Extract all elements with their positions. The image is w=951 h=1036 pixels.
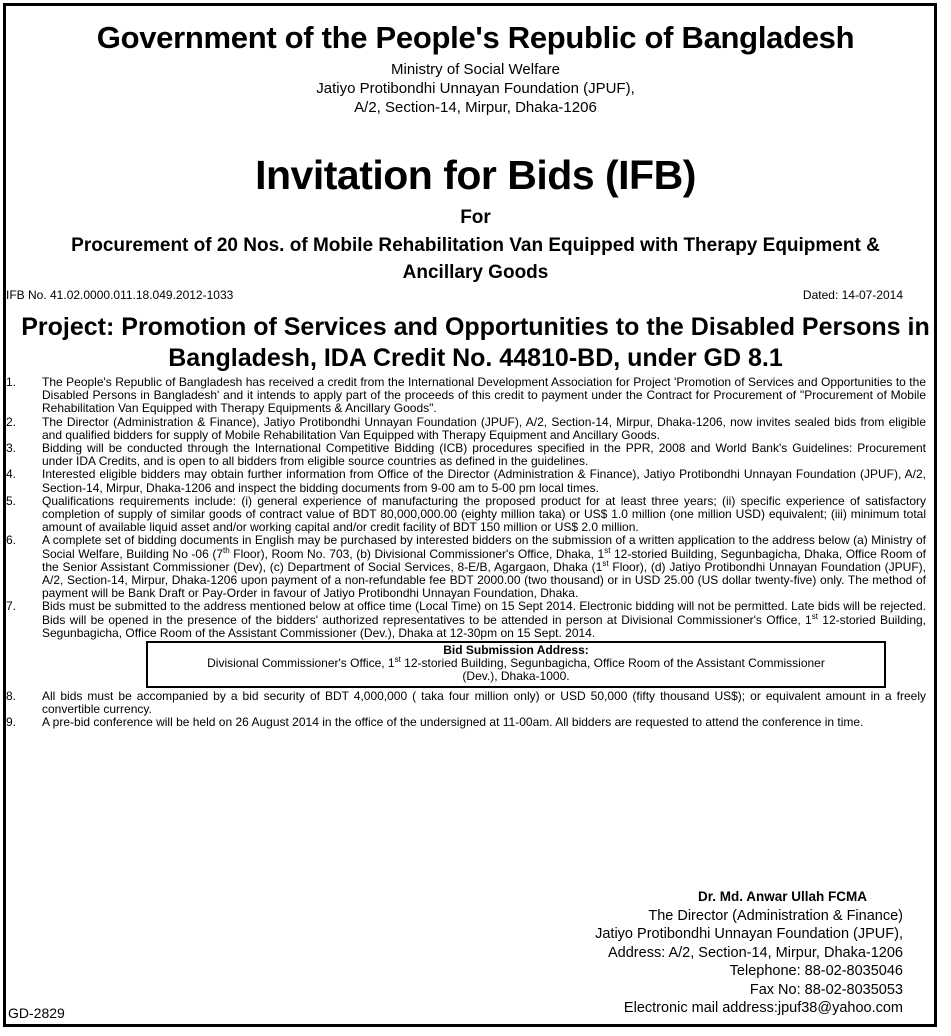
superscript: st <box>604 545 611 555</box>
procurement-line-1: Procurement of 20 Nos. of Mobile Rehabilitation Van Equipped with Therapy Equipment & <box>71 235 880 256</box>
procurement-title <box>20 232 931 286</box>
header-block <box>0 60 951 117</box>
item-text <box>42 534 926 600</box>
superscript: st <box>602 558 609 568</box>
bid-submission-line-2: (Dev.), Dhaka-1000. <box>462 669 570 684</box>
text-part: Floor), Room No. 703, (b) Divisional Commissioner's Office, Dhaka, 1 <box>229 546 605 561</box>
ifb-date: Dated: 14-07-2014 <box>802 288 903 302</box>
item-number: 4. <box>6 467 17 482</box>
ifb-title: Invitation for Bids (IFB) <box>255 152 696 198</box>
ministry-name: Ministry of Social Welfare <box>391 61 560 78</box>
text-part: Floor), (d) Jatiyo Protibondhi Unnayan Foundation (JPUF), A/2, Section-14, Mirpur, Dhaka-1206 upon payment of a non-refundable fee BDT 2000.00 (two thousand) or in USD 25.00 (US dollar twenty-five) only. The method of payment will be Bank Draft or Pay-Order in favour of Jatiyo Protibondhi Unnayan Foundation, Dhaka. <box>42 559 927 601</box>
gd-code: GD-2829 <box>8 1005 65 1021</box>
text-part: 12-storied Building, Segunbagicha, Dhaka, Office Room of the Senior Assistant Commissioner (Dev), (c) Department of Social Services, 8-E/B, Agargaon, Dhaka (1 <box>42 546 926 574</box>
item-text: The People's Republic of Bangladesh has received a credit from the International Development Association for Project 'Promotion of Services and Opportunities to the Disabled Persons in Bangladesh' and it intends to apply part of the proceeds of this credit to payment under the Contract for Procurement of "Procurement of Mobile Rehabilitation Van Equipped with Therapy Equipments & Ancillary Goods". <box>42 375 926 416</box>
text-part: 12-storied Building, Segunbagicha, Office Room of the Assistant Commissioner <box>400 656 825 671</box>
item-text <box>42 600 926 640</box>
signatory-email: Electronic mail address:jpuf38@yahoo.com <box>623 1000 903 1016</box>
item-number: 7. <box>6 599 17 614</box>
list-item <box>6 376 926 416</box>
item-number: 9. <box>6 715 17 730</box>
item-text: The Director (Administration & Finance), Jatiyo Protibondhi Unnayan Foundation (JPUF), A/2, Section-14, Mirpur, Dhaka-1206, now invites sealed bids from eligible and qualified bidders for supply of Mobile Rehabilitation Van Equipped with Therapy Equipment and Ancillary Goods. <box>42 414 926 442</box>
item-number: 8. <box>6 688 17 703</box>
list-item <box>6 690 926 716</box>
text-part: Divisional Commissioner's Office, 1 <box>207 656 395 671</box>
item-text: A pre-bid conference will be held on 26 August 2014 in the office of the undersigned at 11-00am. All bidders are requested to attend the conference in time. <box>42 715 864 730</box>
text-part: Bids must be submitted to the address mentioned below at office time (Local Time) on 15 Sept 2014. Electronic bidding will not be permitted. Late bids will be rejected. Bids will be opened in the presence of the bidders' authorized representatives to be attended in person at Divisional Commissioner's Office, 1 <box>42 599 926 627</box>
item-number: 3. <box>6 441 17 456</box>
bid-submission-title: Bid Submission Address: <box>443 643 589 658</box>
project-title <box>10 312 941 374</box>
text-part: 12-storied Building, Segunbagicha, Office Room of the Assistant Commissioner (Dev.), Dhaka at 12-30pm on 15 Sept. 2014. <box>42 612 927 640</box>
signatory-name: Dr. Md. Anwar Ullah FCMA <box>697 889 867 904</box>
list-item <box>6 442 926 468</box>
item-number: 6. <box>6 533 17 548</box>
list-item <box>6 495 926 535</box>
item-text: All bids must be accompanied by a bid security of BDT 4,000,000 ( taka four million only) or USD 50,000 (fifty thousand US$); or equivalent amount in a freely convertible currency. <box>42 688 926 716</box>
foundation-name: Jatiyo Protibondhi Unnayan Foundation (JPUF), <box>316 80 635 97</box>
list-item <box>6 716 926 729</box>
procurement-line-2: Ancillary Goods <box>402 262 549 283</box>
list-item <box>6 468 926 494</box>
bid-submission-box <box>146 641 886 688</box>
superscript: th <box>223 545 230 555</box>
signatory-telephone: Telephone: 88-02-8035046 <box>729 963 903 979</box>
foundation-address: A/2, Section-14, Mirpur, Dhaka-1206 <box>354 99 597 116</box>
list-item <box>6 600 926 640</box>
clauses-list <box>6 376 926 729</box>
item-text: Bidding will be conducted through the International Competitive Bidding (ICB) procedures specified in the PPR, 2008 and World Bank's Guidelines: Procurement under IDA Credits, and is open to all bidders from eligible source countries as defined in the guidelines. <box>42 441 926 469</box>
project-line-1: Project: Promotion of Services and Opportunities to the Disabled Persons in <box>21 313 930 341</box>
list-item <box>6 534 926 600</box>
signature-block <box>583 888 903 1018</box>
for-label: For <box>460 207 491 228</box>
government-title: Government of the People's Republic of Bangladesh <box>96 20 855 55</box>
signatory-org: Jatiyo Protibondhi Unnayan Foundation (JPUF), <box>595 926 903 942</box>
signatory-address: Address: A/2, Section-14, Mirpur, Dhaka-1206 <box>608 944 903 961</box>
signatory-fax: Fax No: 88-02-8035053 <box>749 981 903 998</box>
superscript: st <box>811 611 818 621</box>
item-text: Qualifications requirements include: (i) general experience of manufacturing the proposed product for at least three years; (ii) specific experience of satisfactory completion of supply of similar goods of contract value of BDT 80,000,000.00 (eighty million taka) or US$ 1.0 million (one million USD) equivalent; (iii) minimum total amount of available liquid asset and/or working capital and/or credit facility of BDT 150 million or US$ 2.0 million. <box>42 493 926 535</box>
list-item <box>6 416 926 442</box>
item-text: Interested eligible bidders may obtain further information from Office of the Director (Administration & Finance), Jatiyo Protibondhi Unnayan Foundation (JPUF), A/2, Section-14, Mirpur, Dhaka-1206 and inspect the bidding documents from 9-00 am to 5-00 pm local times. <box>42 467 926 495</box>
ifb-number: IFB No. 41.02.0000.011.18.049.2012-1033 <box>6 288 234 302</box>
superscript: st <box>394 655 401 665</box>
item-number: 1. <box>6 375 17 389</box>
item-number: 2. <box>6 414 17 429</box>
signatory-title: The Director (Administration & Finance) <box>648 907 903 924</box>
project-line-2: Bangladesh, IDA Credit No. 44810-BD, under GD 8.1 <box>168 344 783 372</box>
item-number: 5. <box>6 493 17 508</box>
text-part: A complete set of bidding documents in English may be purchased by interested bidders on the submission of a written application to the address below (a) Ministry of Social Welfare, Building No -06 (7 <box>42 533 926 561</box>
